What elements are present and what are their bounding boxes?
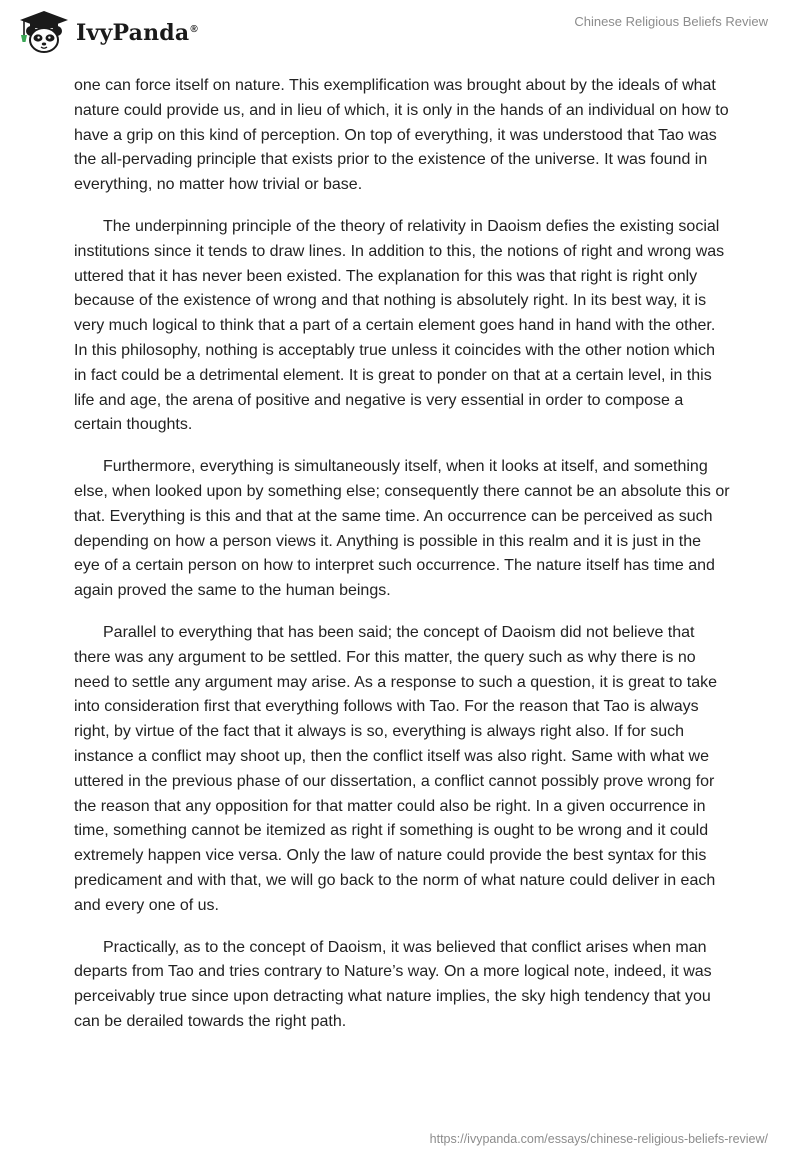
registered-mark: ® (190, 23, 198, 35)
document-title: Chinese Religious Beliefs Review (574, 14, 768, 29)
paragraph: Practically, as to the concept of Daoism, it was believed that conflict arises when man departs from Tao and tries contrary to Nature’s way. On a more logical note, indeed, it was perceivably true since upon detracting what nature implies, the sky high tendency that you can be derailed towards the right path. (74, 938, 712, 1030)
panda-graduation-cap-icon (16, 9, 72, 55)
paragraph: Parallel to everything that has been said; the concept of Daoism did not believe that there was any argument to be settled. For this matter, the query such as why there is no need to settle any argument may arise. As a response to such a question, it is great to take into consideration first that everything follows with Tao. For the reason that Tao is always right, by virtue of the fact that it always is so, everything is always right also. If for such instance a conflict may shoot up, then the conflict itself was also right. Same with what we uttered in the previous phase of our dissertation, a conflict cannot possibly prove wrong for the reason that any opposition for that matter could also be right. In a given occurrence in time, something cannot be itemized as right if something is ought to be wrong and it could extremely happen vice versa. Only the law of nature could provide the best syntax for this predicament and with that, we will go back to the norm of what nature could deliver in each and every one of us. (74, 623, 718, 914)
brand-name: IvyPanda® (76, 20, 198, 46)
paragraph: The underpinning principle of the theory of relativity in Daoism defies the existing social institutions since it tends to draw lines. In addition to this, the notions of right and wrong was uttered that it has never been existed. The explanation for this was that right is right only because of the existence of wrong and that nothing is absolutely right. In its best way, it is very much logical to think that a part of a certain element goes hand in hand with the other. In this philosophy, nothing is acceptably true unless it coincides with the other notion which in fact could be a detrimental element. It is great to ponder on that at a certain level, in this life and age, the arena of positive and negative is very essential in order to compose a certain thoughts. (74, 217, 725, 434)
page-header (0, 0, 800, 70)
ivypanda-logo[interactable] (16, 9, 198, 55)
source-url[interactable]: https://ivypanda.com/essays/chinese-religious-beliefs-review/ (429, 1132, 768, 1146)
paragraph: one can force itself on nature. This exemplification was brought about by the ideals of what nature could provide us, and in lieu of which, it is only in the hands of an individual on how to have a grip on this kind of perception. On top of everything, it was understood that Tao was the all-pervading principle that exists prior to the existence of the universe. It was found in everything, no matter how trivial or base. (74, 77, 729, 194)
essay-body (74, 74, 730, 1052)
paragraph: Furthermore, everything is simultaneously itself, when it looks at itself, and something else, when looked upon by something else; consequently there cannot be an absolute this or that. Everything is this and that at the same time. An occurrence can be perceived as such depending on how a person views it. Anything is possible in this realm and it is just in the eye of a certain person on how to interpret such occurrence. The nature itself has time and again proved the same to the human beings. (74, 458, 730, 600)
